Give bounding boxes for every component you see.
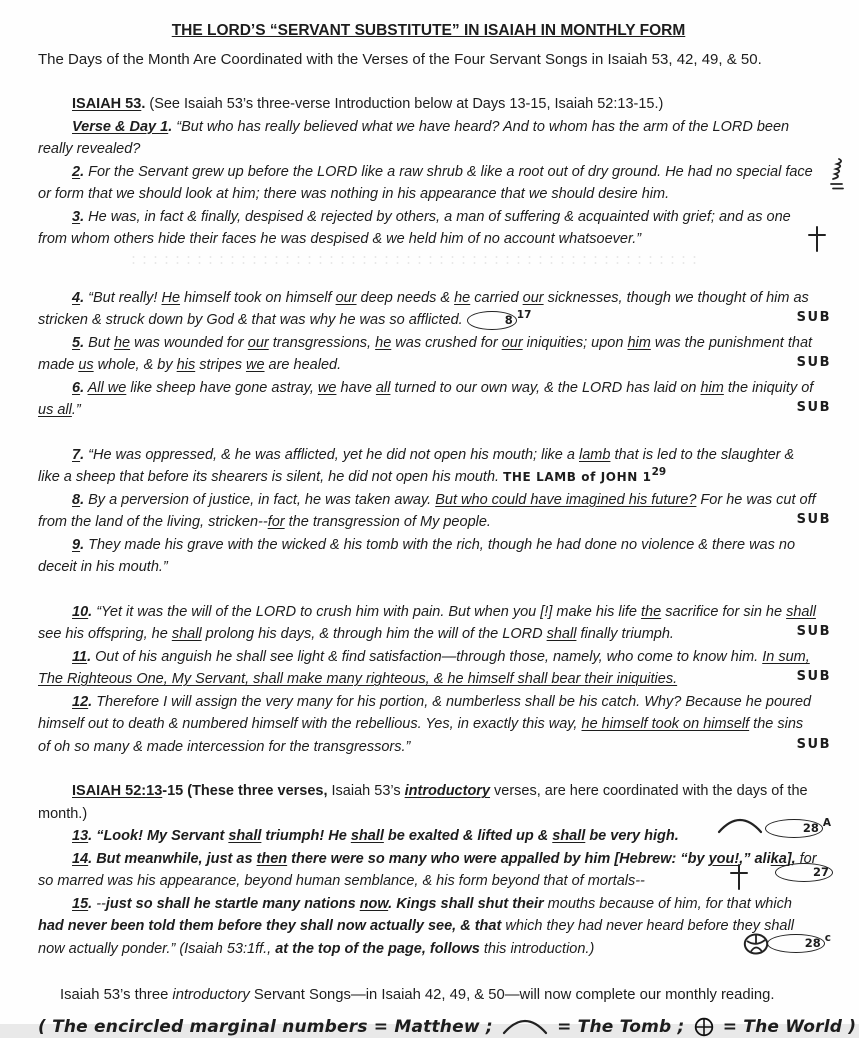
- verse-paragraph: 4. “But really! He himself took on himself our deep needs & he carried our sicknesses, though we thought of him as stricken & struck down by God & that was why he was so afflicted. 8 $^{17}$ SUB: [38, 287, 819, 332]
- verse-paragraph: 9. They made his grave with the wicked & his tomb with the rich, though he had done no violence & there was no deceit in his mouth.”: [38, 534, 819, 579]
- verse-paragraph: 2. For the Servant grew up before the LORD like a raw shrub & like a root out of dry ground. He had no special face or form that we should look at him; there was nothing in his appearance that we should desire him.: [38, 161, 819, 206]
- sub-margin-annotation: SUB: [763, 401, 831, 414]
- verse-paragraph: 6. All we like sheep have gone astray, we have all turned to our own way, & the LORD has laid on him the iniquity of us all.” SUB: [38, 377, 819, 422]
- verse-paragraph: 15. --just so shall he startle many nations now. Kings shall shut their mouths because of him, for that which had never been told them before they shall now actually see, & that which they had never heard before they shall now actually ponder.” (Isaiah 53:1ff., at the top of the page, follows this introduction.) 28 $^c$: [38, 893, 819, 961]
- encircled-number: 28: [765, 819, 823, 838]
- encircled-number: 28: [767, 934, 825, 953]
- circled-margin-annotation: [733, 934, 831, 953]
- verse-paragraph: Verse & Day 1. “But who has really believed what we have heard? And to whom has the arm of the LORD been really revealed?: [38, 116, 819, 161]
- verse-paragraph: 12. Therefore I will assign the very many for his portion, & numberless shall be his catch. Why? Because he poured himself out to death & numbered himself with the rebellious. Yes, in exactly this way, he himself took on himself the sins of oh so many & made intercession for the transgressors.” SUB: [38, 691, 819, 759]
- sub-margin-annotation: SUB: [763, 356, 831, 369]
- verse-paragraph: 14. But meanwhile, just as then there were so many who were appalled by him [Hebrew: “by you!,” alika], for so marred was his appearance, beyond human semblance, & his form beyond that of mortals-- 27: [38, 848, 819, 893]
- handwritten-legend: ( The encircled marginal numbers = Matthew ; = The Tomb ; = The World ): [38, 1016, 819, 1038]
- squiggle-margin-annotation: [829, 157, 845, 193]
- section-heading-isaiah-53: ISAIAH 53. (See Isaiah 53’s three-verse Introduction below at Days 13-15, Isaiah 52:13-15.): [38, 93, 819, 116]
- encircled-number: 8: [467, 311, 517, 330]
- isaiah-52-verses: [38, 825, 819, 960]
- verse-paragraph: 8. By a perversion of justice, in fact, he was taken away. But who could have imagined his future? For he was cut off from the land of the living, stricken--for the transgression of My people. SUB: [38, 489, 819, 534]
- verse-paragraph: 3. He was, in fact & finally, despised & rejected by others, a man of suffering & acquainted with grief; and as one from whom others hide their faces he was despised & we held him of no account whatsoever.”: [38, 206, 819, 251]
- superscript-note: A: [823, 817, 831, 829]
- verse-paragraph: 10. “Yet it was the will of the LORD to crush him with pain. But when you [!] make his life the sacrifice for sin he shall see his offspring, he shall prolong his days, & through him the will of the LORD shall finally triumph. SUB: [38, 601, 819, 646]
- sub-margin-annotation: SUB: [763, 311, 831, 324]
- isaiah-53-verses: [38, 116, 819, 759]
- page-title: THE LORD’S “SERVANT SUBSTITUTE” IN ISAIAH IN MONTHLY FORM: [38, 20, 819, 43]
- world-circle-icon: [694, 1017, 714, 1037]
- sub-margin-annotation: SUB: [763, 625, 831, 638]
- page-subtitle: The Days of the Month Are Coordinated with the Verses of the Four Servant Songs in Isaiah 53, 42, 49, & 50.: [38, 49, 819, 72]
- superscript-note: c: [825, 932, 831, 944]
- smudge-marks: [128, 254, 699, 265]
- closing-sentence: Isaiah 53’s three introductory Servant Songs—in Isaiah 42, 49, & 50—will now complete our monthly reading.: [38, 984, 819, 1007]
- circled-margin-annotation: [731, 819, 831, 838]
- cross-margin-annotation: [807, 226, 827, 252]
- handwritten-note: THE LAMB of JOHN 1: [503, 470, 652, 484]
- superscript-note: 29: [652, 466, 667, 478]
- verse-paragraph: 5. But he was wounded for our transgressions, he was crushed for our iniquities; upon him was the punishment that made us whole, & by his stripes we are healed. SUB: [38, 332, 819, 377]
- sub-margin-annotation: SUB: [763, 513, 831, 526]
- sub-margin-annotation: SUB: [763, 738, 831, 751]
- verse-paragraph: 7. “He was oppressed, & he was afflicted, yet he did not open his mouth; like a lamb that is led to the slaughter & like a sheep that before its shearers is silent, he did not open his mouth. THE LAMB of JOHN $1^{29}$: [38, 444, 819, 489]
- superscript-note: 17: [517, 309, 532, 321]
- circled-margin-annotation: [741, 863, 833, 882]
- encircled-number: 27: [775, 863, 833, 882]
- tomb-arc-icon: [502, 1018, 548, 1035]
- section-heading-isaiah-52-13-15: ISAIAH 52:13-15 (These three verses, Isaiah 53’s introductory verses, are here coordinated with the days of the month.): [38, 780, 819, 825]
- verse-paragraph: 13. “Look! My Servant shall triumph! He shall be exalted & lifted up & shall be very high. 28 $^A$: [38, 825, 819, 848]
- sub-margin-annotation: SUB: [763, 670, 831, 683]
- verse-paragraph: 11. Out of his anguish he shall see light & find satisfaction—through those, namely, who come to know him. In sum, The Righteous One, My Servant, shall make many righteous, & he himself shall bear their iniquities. SUB: [38, 646, 819, 691]
